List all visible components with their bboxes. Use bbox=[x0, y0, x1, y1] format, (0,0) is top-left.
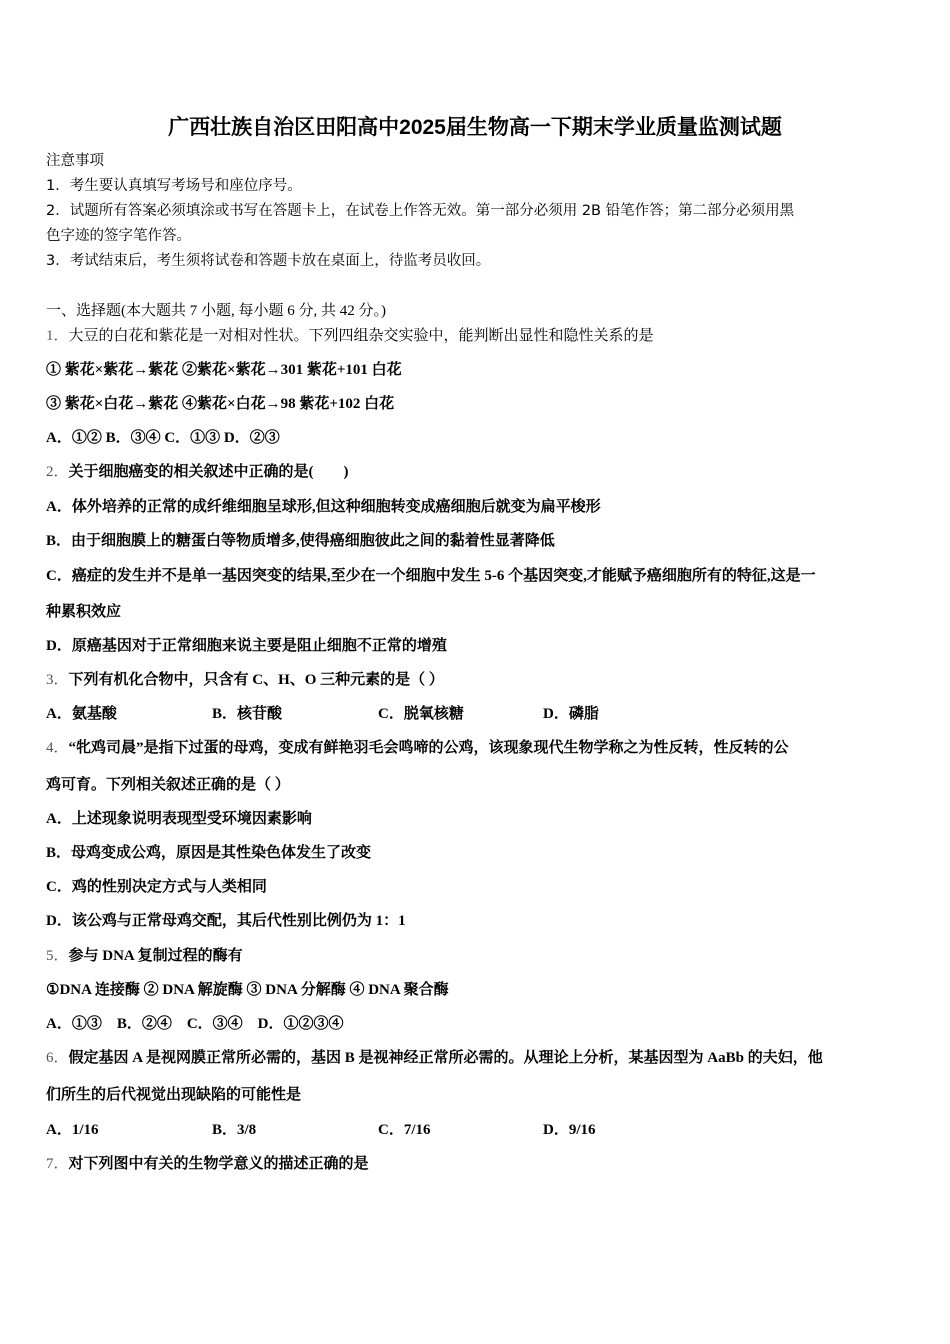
question-1-options: A．①② B．③④ C．①③ D．②③ bbox=[46, 430, 280, 446]
question-number: 6． bbox=[46, 1050, 69, 1066]
question-6-option-d: D．9/16 bbox=[543, 1122, 596, 1138]
notice-item-2: 2．试题所有答案必须填涂或书写在答题卡上，在试卷上作答无效。第一部分必须用 2B 铅笔作答；第二部分必须用黑 bbox=[46, 203, 795, 219]
question-text: 关于细胞癌变的相关叙述中正确的是( ) bbox=[68, 464, 349, 480]
question-6-stem-cont: 们所生的后代视觉出现缺陷的可能性是 bbox=[46, 1087, 302, 1103]
question-3-stem bbox=[46, 670, 444, 690]
question-number: 2． bbox=[46, 464, 69, 480]
question-1-cross-3-4: ③ 紫花×白花→紫花 ④紫花×白花→98 紫花+102 白花 bbox=[46, 396, 395, 412]
question-3-option-d: D．磷脂 bbox=[543, 706, 599, 722]
question-5-options: A．①③ B．②④ C．③④ D．①②③④ bbox=[46, 1016, 344, 1032]
question-3-option-b: B．核苷酸 bbox=[212, 706, 283, 722]
question-text: 下列有机化合物中，只含有 C、H、O 三种元素的是（ ） bbox=[68, 672, 444, 688]
question-1-cross-1-2: ① 紫花×紫花→紫花 ②紫花×紫花→301 紫花+101 白花 bbox=[46, 362, 402, 378]
notice-item-3: 3．考试结束后，考生须将试卷和答题卡放在桌面上，待监考员收回。 bbox=[46, 253, 491, 269]
question-6-option-c: C．7/16 bbox=[378, 1122, 431, 1138]
question-text: “牝鸡司晨”是指下过蛋的母鸡，变成有鲜艳羽毛会鸣啼的公鸡，该现象现代生物学称之为性反转，性反转的公 bbox=[68, 740, 789, 756]
question-2-option-c: C．癌症的发生并不是单一基因突变的结果,至少在一个细胞中发生 5-6 个基因突变,才能赋予癌细胞所有的特征,这是一 bbox=[46, 568, 816, 584]
question-7-stem bbox=[46, 1154, 369, 1174]
question-2-option-a: A．体外培养的正常的成纤维细胞呈球形,但这种细胞转变成癌细胞后就变为扁平梭形 bbox=[46, 499, 601, 515]
question-4-option-d: D．该公鸡与正常母鸡交配，其后代性别比例仍为 1：1 bbox=[46, 913, 406, 929]
question-text: 假定基因 A 是视网膜正常所必需的，基因 B 是视神经正常所必需的。从理论上分析，某基因型为 AaBb 的夫妇，他 bbox=[68, 1050, 823, 1066]
notice-item-2-cont: 色字迹的签字笔作答。 bbox=[46, 228, 191, 244]
notice-heading: 注意事项 bbox=[46, 153, 104, 169]
question-3-option-c: C．脱氧核糖 bbox=[378, 706, 464, 722]
question-4-option-c: C．鸡的性别决定方式与人类相同 bbox=[46, 879, 267, 895]
question-5-stem bbox=[46, 946, 243, 966]
question-5-enzymes: ①DNA 连接酶 ② DNA 解旋酶 ③ DNA 分解酶 ④ DNA 聚合酶 bbox=[46, 982, 449, 998]
question-6-option-a: A．1/16 bbox=[46, 1122, 99, 1138]
question-2-stem bbox=[46, 462, 349, 482]
question-2-option-c-cont: 种累积效应 bbox=[46, 604, 122, 620]
question-number: 1． bbox=[46, 328, 69, 344]
question-3-option-a: A．氨基酸 bbox=[46, 706, 117, 722]
question-2-option-d: D．原癌基因对于正常细胞来说主要是阻止细胞不正常的增殖 bbox=[46, 638, 447, 654]
question-text: 参与 DNA 复制过程的酶有 bbox=[68, 948, 243, 964]
question-4-stem bbox=[46, 738, 789, 758]
page-title: 广西壮族自治区田阳高中2025届生物高一下期末学业质量监测试题 bbox=[168, 116, 782, 139]
question-1-stem bbox=[46, 326, 654, 346]
question-2-option-b: B．由于细胞膜上的糖蛋白等物质增多,使得癌细胞彼此之间的黏着性显著降低 bbox=[46, 533, 555, 549]
question-4-stem-cont: 鸡可育。下列相关叙述正确的是（ ） bbox=[46, 777, 290, 793]
question-6-stem bbox=[46, 1048, 823, 1068]
question-4-option-a: A．上述现象说明表现型受环境因素影响 bbox=[46, 811, 312, 827]
question-4-option-b: B．母鸡变成公鸡，原因是其性染色体发生了改变 bbox=[46, 845, 372, 861]
notice-item-1: 1．考生要认真填写考场号和座位序号。 bbox=[46, 178, 302, 194]
question-number: 3． bbox=[46, 672, 69, 688]
question-number: 7． bbox=[46, 1156, 69, 1172]
question-number: 4． bbox=[46, 740, 69, 756]
question-6-option-b: B．3/8 bbox=[212, 1122, 257, 1138]
question-text: 对下列图中有关的生物学意义的描述正确的是 bbox=[68, 1156, 369, 1172]
question-number: 5． bbox=[46, 948, 69, 964]
question-text: 大豆的白花和紫花是一对相对性状。下列四组杂交实验中，能判断出显性和隐性关系的是 bbox=[68, 328, 654, 344]
section-heading: 一、选择题(本大题共 7 小题, 每小题 6 分, 共 42 分。) bbox=[46, 303, 386, 319]
